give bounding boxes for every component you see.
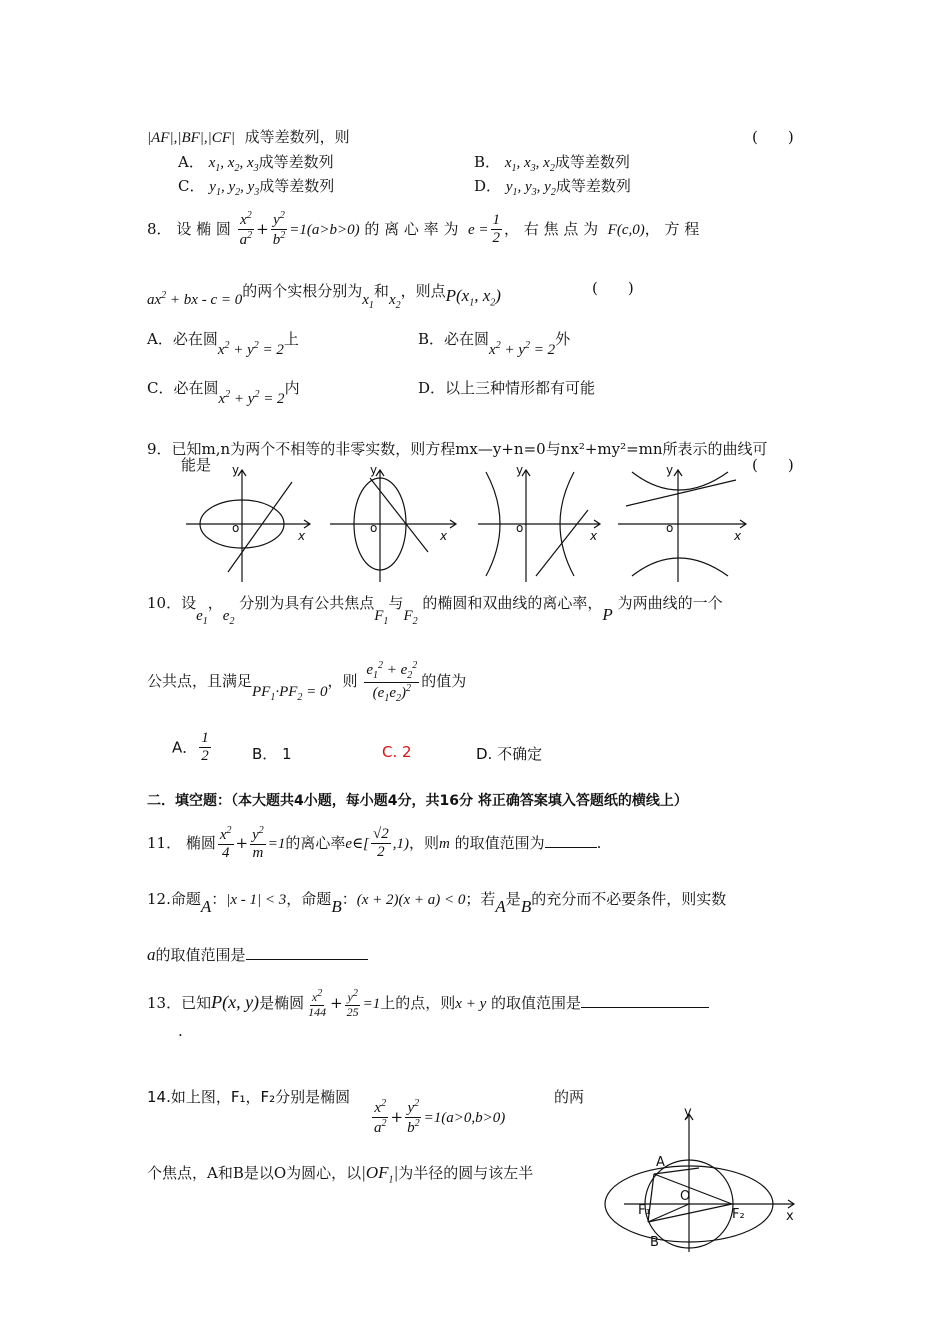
q10-option-c: C. 2 [382,743,412,761]
q13-end: . [178,1022,183,1040]
svg-text:y: y [684,1105,692,1120]
svg-text:o: o [232,521,240,535]
q9-line2: 能是 [181,456,212,474]
q8-option-c: C．必在圆$x^2 + y^2 = 2$内 [147,379,300,407]
svg-text:y: y [232,463,240,477]
svg-text:F₁: F₁ [638,1203,651,1218]
q9-graphs [180,462,760,587]
q10-line2: 公共点，且满足$PF_1\cdot PF_2 = 0$，则 $\frac{e_1^2 + e_2^2}{(e_1e_2)^2}$ 的值为 [147,660,467,704]
svg-text:o: o [666,521,674,535]
q10-line1: 10．设$e_1$，$e_2$ 分别为具有公共焦点$F_1$与$F_2$ 的椭圆和双曲线的离心率，P 为两曲线的一个 [147,594,723,627]
svg-text:x: x [590,529,598,543]
q12-line2: a的取值范围是 [147,944,368,965]
q8-line2: $ax^2$ + bx - c = 0的两个实根分别为$x_1$和$x_2$，则点$P(x_1$, $x_2$) [147,282,501,311]
svg-text:o: o [370,521,378,535]
svg-text:o: o [516,521,524,535]
section-heading: 二．填空题：（本大题共4小题，每小题4分，共16分 将正确答案填入答题纸的横线上） [147,793,688,809]
svg-text:y: y [666,463,674,477]
svg-text:A: A [656,1155,665,1170]
q7-option-b: B． $x_1$, $x_3$, $x_2$成等差数列 [474,153,630,174]
q14-figure [604,1104,814,1254]
q8-option-b: B．必在圆$x^2 + y^2 = 2$外 [418,330,571,358]
answer-bracket: ( ) [752,128,794,146]
q11: 11． 椭圆 $\frac{x^2}{4}$ + $\frac{y^2}{m}$ =1的离心率e∈[ $\frac{√2}{2}$ ,1)，则m 的取值范围为 . [147,825,602,862]
q7-stem: |AF|,|BF|,|CF| 成等差数列，则 [147,128,350,146]
q14-line1-a: 14.如上图，F₁，F₂分别是椭圆 [147,1088,351,1106]
svg-text:y: y [516,463,524,477]
q10-option-d: D. 不确定 [476,745,543,763]
svg-text:x: x [298,529,306,543]
q9-line1: 9．已知m,n为两个不相等的非零实数，则方程mx—y+n=0与nx²+my²=mn所表示的曲线可 [147,440,768,458]
svg-text:x: x [734,529,742,543]
answer-bracket: ( ) [752,456,794,474]
q8-option-d: D．以上三种情形都有可能 [418,379,596,397]
q10-option-a: A． $\frac{1}{2}$ [172,730,209,765]
answer-bracket: ( ) [592,279,634,297]
svg-text:x: x [786,1209,794,1224]
q14-line2: 个焦点，A和B是以O为圆心，以$|OF_1|$为半径的圆与该左半 [147,1163,534,1186]
svg-text:O: O [680,1189,691,1204]
q8-option-a: A．必在圆$x^2 + y^2 = 2$上 [147,330,299,358]
svg-text:B: B [650,1235,659,1250]
q14-ellipse-eq: $\frac{x^2}{a^2}$ + $\frac{y^2}{b^2}$ =1(a>0,b>0) [374,1098,506,1137]
q7-option-c: C． $y_1$, $y_2$, $y_3$成等差数列 [178,177,335,198]
q10-option-b: B． 1 [252,745,292,763]
svg-text:F₂: F₂ [732,1207,745,1222]
q8-line1: 8． 设 椭 圆 $\frac{x^2}{a^2}$ + $\frac{y^2}{b^2}$ =1(a>b>0) 的 离 心 率 为 e = $\frac{1}{2}$ ， 右 焦 点 为 F(c,0)， 方 程 [147,210,700,249]
q14-line1-b: 的两 [554,1088,585,1106]
svg-text:y: y [370,463,378,477]
q7-option-a: A． $x_1$, $x_2$, $x_3$成等差数列 [178,153,334,174]
q13: 13．已知P(x, y)是椭圆 $\frac{x^2}{144}$ + $\frac{y^2}{25}$ =1上的点，则x + y 的取值范围是 [147,988,709,1020]
q7-option-d: D． $y_1$, $y_3$, $y_2$成等差数列 [474,177,631,198]
q12-line1: 12.命题A：|x - 1| < 3，命题B：(x + 2)(x + a) < 0；若A是B的充分而不必要条件，则实数 [147,890,727,916]
svg-text:x: x [440,529,448,543]
